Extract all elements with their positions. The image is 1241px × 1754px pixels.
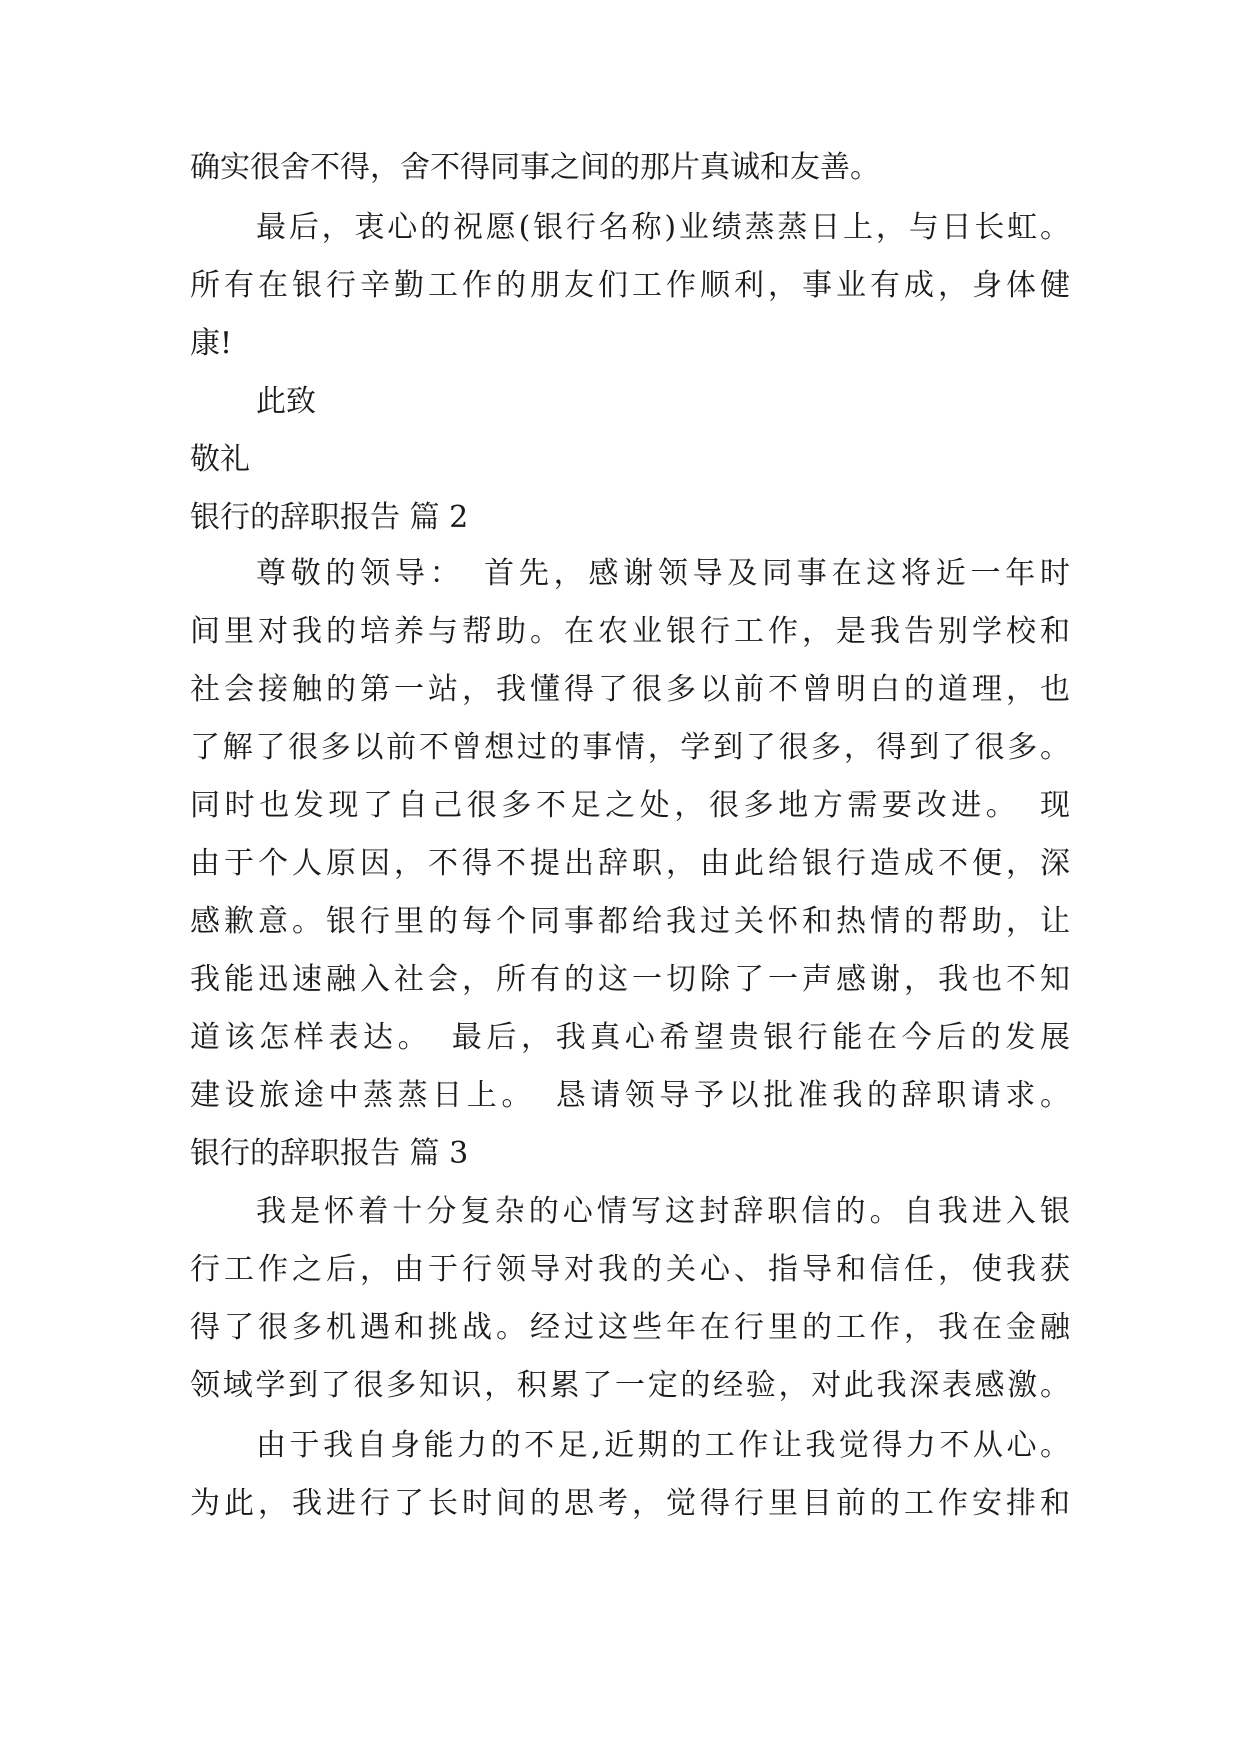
closing-regards: 敬礼 — [190, 442, 250, 477]
body-text-line: 道该怎样表达。 最后，我真心希望贵银行能在今后的发展 — [190, 1020, 1070, 1055]
closing-salutation: 此致 — [256, 384, 316, 419]
section-heading-3: 银行的辞职报告 篇 3 — [190, 1136, 469, 1171]
body-text-line: 为此，我进行了长时间的思考，觉得行里目前的工作安排和 — [190, 1486, 1070, 1521]
body-text-line: 康! — [190, 326, 233, 361]
body-text-line: 尊敬的领导： 首先，感谢领导及同事在这将近一年时 — [256, 556, 1070, 591]
body-text-line: 领域学到了很多知识，积累了一定的经验，对此我深表感激。 — [190, 1368, 1070, 1403]
body-text-line: 感歉意。银行里的每个同事都给我过关怀和热情的帮助，让 — [190, 904, 1070, 939]
body-text-line: 同时也发现了自己很多不足之处，很多地方需要改进。 现 — [190, 788, 1070, 823]
body-text-line: 社会接触的第一站，我懂得了很多以前不曾明白的道理，也 — [190, 672, 1070, 707]
body-text-line: 建设旅途中蒸蒸日上。 恳请领导予以批准我的辞职请求。 — [190, 1078, 1070, 1113]
body-text-line: 了解了很多以前不曾想过的事情，学到了很多，得到了很多。 — [190, 730, 1070, 765]
body-text-line: 确实很舍不得，舍不得同事之间的那片真诚和友善。 — [190, 150, 880, 185]
body-text-line: 最后，衷心的祝愿(银行名称)业绩蒸蒸日上，与日长虹。 — [256, 210, 1070, 245]
body-text-line: 我能迅速融入社会，所有的这一切除了一声感谢，我也不知 — [190, 962, 1070, 997]
body-text-line: 行工作之后，由于行领导对我的关心、指导和信任，使我获 — [190, 1252, 1070, 1287]
body-text-line: 我是怀着十分复杂的心情写这封辞职信的。自我进入银 — [256, 1194, 1070, 1229]
body-text-line: 间里对我的培养与帮助。在农业银行工作，是我告别学校和 — [190, 614, 1070, 649]
body-text-line: 由于个人原因，不得不提出辞职，由此给银行造成不便，深 — [190, 846, 1070, 881]
body-text-line: 由于我自身能力的不足,近期的工作让我觉得力不从心。 — [256, 1428, 1070, 1463]
body-text-line: 得了很多机遇和挑战。经过这些年在行里的工作，我在金融 — [190, 1310, 1070, 1345]
body-text-line: 所有在银行辛勤工作的朋友们工作顺利，事业有成，身体健 — [190, 268, 1070, 303]
section-heading-2: 银行的辞职报告 篇 2 — [190, 500, 469, 535]
